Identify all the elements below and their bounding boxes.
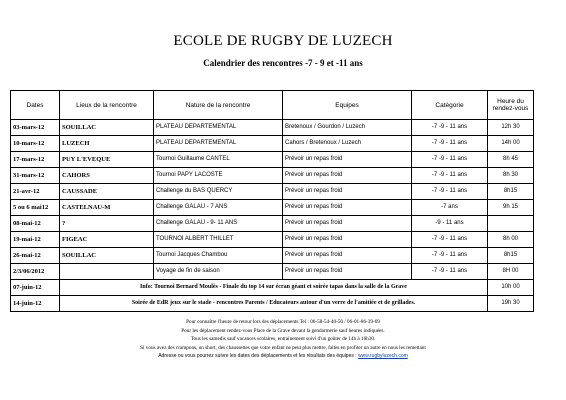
row-date: 26-mai-12 xyxy=(11,248,60,264)
table-row xyxy=(11,216,534,232)
row-categorie: -7 -9 - 11 ans xyxy=(412,136,488,152)
row-heure: 8h 45 xyxy=(488,152,534,168)
row-lieu: CASTELNAU-M xyxy=(60,200,154,216)
row-nature: Voyage de fin de saison xyxy=(154,264,283,280)
row-nature: Challenge du BAS QUERCY xyxy=(154,184,283,200)
row-lieu: SOUILLAC xyxy=(60,120,154,136)
row-categorie: -7 -9 - 11 ans xyxy=(412,120,488,136)
row-date: 2/3/06/2012 xyxy=(11,264,60,280)
row-categorie: -7 -9 - 11 ans xyxy=(412,264,488,280)
row-nature: PLATEAU DEPARTEMENTAL xyxy=(154,120,283,136)
table-row-special xyxy=(11,280,534,296)
row-date: 14-juin-12 xyxy=(11,296,60,312)
row-equipes: Cahors / Bretenoux / Luzech xyxy=(283,136,412,152)
row-nature: PLATEAU DEPARTEMENTAL xyxy=(154,136,283,152)
note-donation: Si vous avez des crampons, un short, des chaussettes que votre enfant ne peut plus mettre, faites en profiter un autre en nous les remettant xyxy=(140,344,426,351)
row-date: 17-mars-12 xyxy=(11,152,60,168)
row-date: 10-mars-12 xyxy=(11,136,60,152)
website-link[interactable]: www.rugbyluzech.com xyxy=(358,353,408,359)
column-header-categorie: Catégorie xyxy=(412,91,488,120)
row-heure: 8h 00 xyxy=(488,232,534,248)
table-row xyxy=(11,168,534,184)
row-equipes: Prévoir un repas froid xyxy=(283,216,412,232)
row-heure xyxy=(488,216,534,232)
table-row xyxy=(11,120,534,136)
row-lieu: PUY L'EVEQUE xyxy=(60,152,154,168)
row-date: 03-mars-12 xyxy=(11,120,60,136)
note-training: Tous les samedis sauf vacances scolaires, entrainement suivi d'un goûter de 14h à 16h30. xyxy=(190,336,376,342)
row-heure: 8H 00 xyxy=(488,264,534,280)
row-info-text: Info: Tournoi Bernard Moulès - Finale du top 14 sur écran géant et soirée tapas dans la salle de la Grave xyxy=(60,280,488,296)
row-categorie: -7 ans xyxy=(412,200,488,216)
calendar-table xyxy=(10,90,534,312)
row-info-text: Soirée de EdR jeux sur le stade - rencontres Parents / Educateurs autour d'un verre de l'amitiée et de grillades. xyxy=(60,296,488,312)
table-body xyxy=(11,120,534,312)
row-heure: 14h 00 xyxy=(488,136,534,152)
row-heure: 10h 00 xyxy=(488,280,534,296)
column-header-nature: Nature de la rencontre xyxy=(154,91,283,120)
row-heure: 8h 30 xyxy=(488,168,534,184)
row-nature: Tournoi PAPY LACOSTE xyxy=(154,168,283,184)
row-nature: Tournoi Guillaume CANTEL xyxy=(154,152,283,168)
table-header-row xyxy=(11,91,534,120)
row-lieu: ? xyxy=(60,216,154,232)
row-heure: 8h15 xyxy=(488,184,534,200)
row-equipes: Prévoir un repas froid xyxy=(283,184,412,200)
table-row xyxy=(11,248,534,264)
row-date: 19-mai-12 xyxy=(11,232,60,248)
note-contact: Pour connaître l'heure de retour lors des déplacements Tel : 06-58-54-40-50 / 06-01-86-39-69 xyxy=(186,319,380,325)
note-meeting-point: Pour les déplacement rendez-vous Place de la Grave devant la gendarmerie sauf heures indiquées. xyxy=(181,327,385,334)
row-date: 08-mai-12 xyxy=(11,216,60,232)
column-header-lieux: Lieux de la rencontre xyxy=(60,91,154,120)
column-header-dates: Dates xyxy=(11,91,60,120)
row-categorie: -7 -9 - 11 ans xyxy=(412,152,488,168)
row-equipes: Prévoir un repas froid xyxy=(283,200,412,216)
row-nature: Challenge GALAU - 9- 11 ANS xyxy=(154,216,283,232)
row-categorie: -7 -9 - 11 ans xyxy=(412,184,488,200)
row-categorie: -9 - 11 ans xyxy=(412,216,488,232)
note-website-text: Adresse ou vous pourrez suivre les dates des déplacements et les résultats des équipes : xyxy=(158,353,359,359)
table-row-special xyxy=(11,296,534,312)
row-lieu xyxy=(60,264,154,280)
row-lieu: FIGEAC xyxy=(60,232,154,248)
row-equipes: Prévoir un repas froid xyxy=(283,168,412,184)
table-row xyxy=(11,184,534,200)
column-header-equipes: Equipes xyxy=(283,91,412,120)
row-lieu: CAUSSADE xyxy=(60,184,154,200)
row-equipes: Prévoir un repas froid xyxy=(283,248,412,264)
row-nature: Tournoi Jacques Chambou xyxy=(154,248,283,264)
table-row xyxy=(11,136,534,152)
row-categorie: -7 -9 - 11 ans xyxy=(412,168,488,184)
row-categorie: -7 -9 - 11 ans xyxy=(412,248,488,264)
row-nature: Challenge GALAU - 7 ANS xyxy=(154,200,283,216)
row-date: 5 ou 6 mai12 xyxy=(11,200,60,216)
row-date: 07-juin-12 xyxy=(11,280,60,296)
table-row xyxy=(11,152,534,168)
row-lieu: CAHORS xyxy=(60,168,154,184)
column-header-heure: Heure du rendez-vous xyxy=(488,91,534,120)
row-nature: TOURNOI ALBERT THILLET xyxy=(154,232,283,248)
row-categorie: -7 -9 - 11 ans xyxy=(412,232,488,248)
page-subtitle: Calendrier des rencontres -7 - 9 et -11 ans xyxy=(203,58,363,68)
row-heure: 19h 30 xyxy=(488,296,534,312)
row-equipes: Prévoir un repas froid xyxy=(283,264,412,280)
row-date: 31-mars-12 xyxy=(11,168,60,184)
table-row xyxy=(11,232,534,248)
row-heure: 12h 30 xyxy=(488,120,534,136)
row-heure: 9h 15 xyxy=(488,200,534,216)
note-website xyxy=(0,352,566,361)
row-equipes: Bretenoux / Gourdon / Luzech xyxy=(283,120,412,136)
row-equipes: Prévoir un repas froid xyxy=(283,152,412,168)
page-title: ECOLE DE RUGBY DE LUZECH xyxy=(173,33,393,49)
row-lieu: SOUILLAC xyxy=(60,248,154,264)
row-heure: 8h15 xyxy=(488,248,534,264)
row-date: 21-avr-12 xyxy=(11,184,60,200)
row-lieu: LUZECH xyxy=(60,136,154,152)
notes-block xyxy=(0,318,566,361)
row-equipes: Prévoir un repas froid xyxy=(283,232,412,248)
table-row xyxy=(11,200,534,216)
table-row xyxy=(11,264,534,280)
